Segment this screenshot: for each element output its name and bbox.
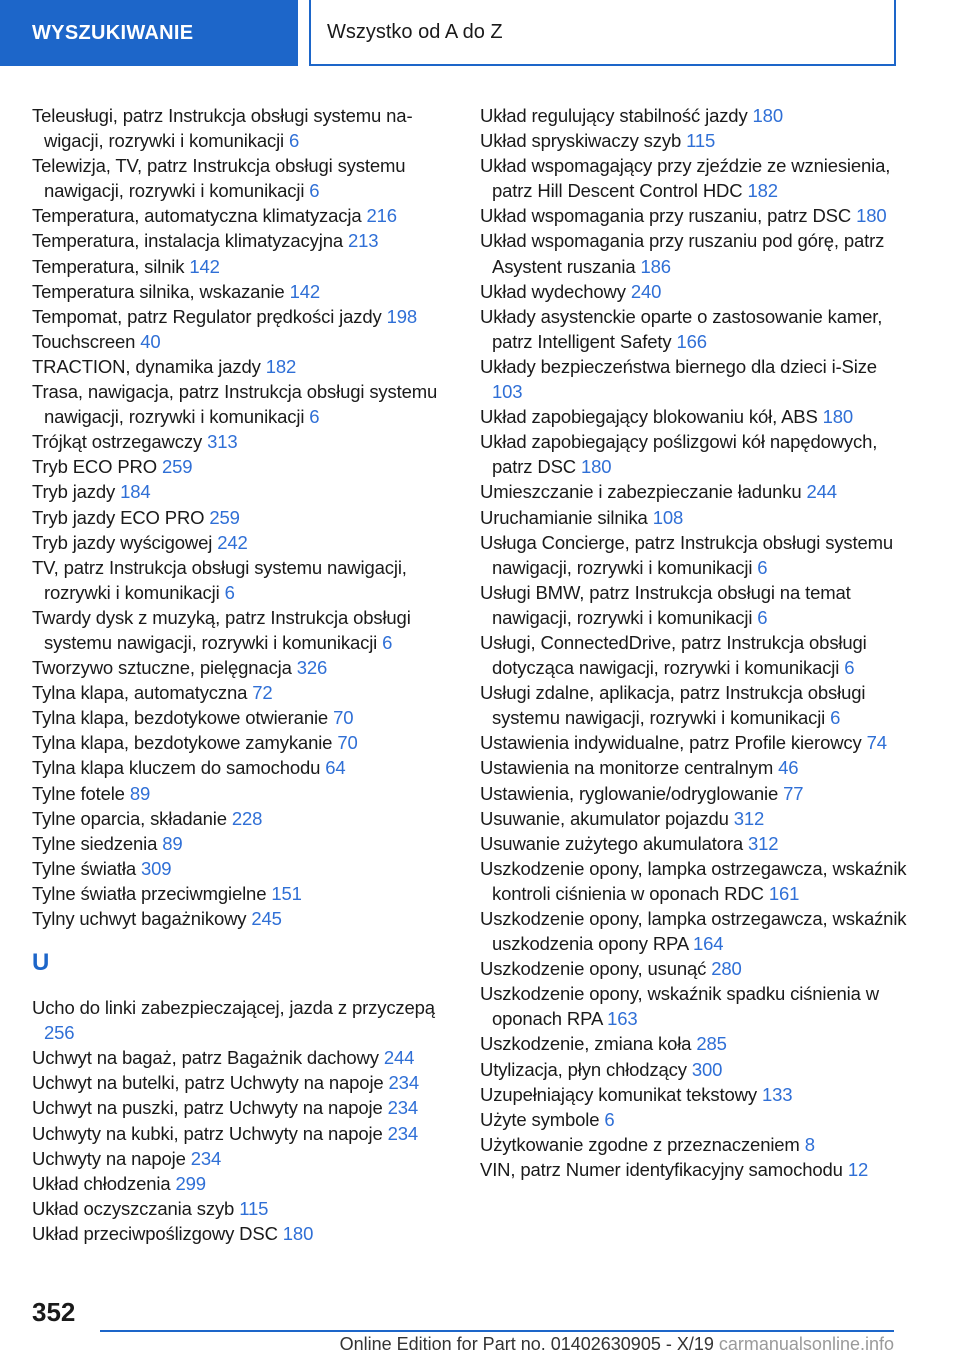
index-entry bbox=[32, 304, 457, 329]
entry-text: Uszkodzenie opony, lampka ostrzegawcza, wskaźnik uszkodzenia opony RPA bbox=[480, 908, 907, 955]
entry-text: Tylna klapa, bezdotykowe zamykanie bbox=[32, 732, 333, 754]
index-entry bbox=[480, 404, 910, 429]
entry-text: Teleusługi, patrz Instrukcja obsługi systemu nawigacji, rozrywki i komunikacji bbox=[32, 105, 413, 152]
page-link[interactable]: 163 bbox=[607, 1008, 638, 1030]
entry-text: Uszkodzenie opony, wskaźnik spadku ciśnienia w oponach RPA bbox=[480, 983, 879, 1030]
entry-text: Układ oczyszczania szyb bbox=[32, 1197, 235, 1219]
index-entry bbox=[480, 806, 910, 831]
page-link[interactable]: 108 bbox=[652, 506, 684, 528]
entry-text: VIN, patrz Numer identyfikacyjny samochodu bbox=[480, 1158, 843, 1180]
index-list-u-continued bbox=[480, 103, 910, 1182]
entry-text: Touchscreen bbox=[32, 330, 136, 352]
page-link[interactable]: 70 bbox=[333, 707, 354, 729]
entry-text: Uchwyty na napoje bbox=[32, 1147, 186, 1169]
index-entry bbox=[480, 1031, 910, 1056]
entry-text: Temperatura, silnik bbox=[32, 255, 185, 277]
entry-text: Temperatura, instalacja klimatyzacyjna bbox=[32, 230, 343, 252]
entry-text: Tryb jazdy wyścigowej bbox=[32, 531, 213, 553]
entry-text: Uchwyt na puszki, patrz Uchwyty na napoje bbox=[32, 1097, 383, 1119]
index-entry bbox=[32, 856, 457, 881]
entry-text: Usuwanie zużytego akumulatora bbox=[480, 832, 744, 854]
index-entry bbox=[32, 555, 457, 605]
index-entry bbox=[480, 203, 910, 228]
page-link[interactable]: 8 bbox=[804, 1133, 815, 1155]
page-link[interactable]: 256 bbox=[44, 1022, 75, 1044]
index-entry bbox=[480, 1082, 910, 1107]
page-link[interactable]: 6 bbox=[309, 406, 320, 428]
index-entry bbox=[32, 279, 457, 304]
index-entry bbox=[32, 1121, 457, 1146]
entry-text: Telewizja, TV, patrz Instrukcja obsługi systemu nawigacji, rozrywki i komunikacji bbox=[32, 155, 406, 202]
index-entry bbox=[480, 228, 910, 278]
index-entry bbox=[480, 906, 910, 956]
page-link[interactable]: 213 bbox=[348, 230, 379, 252]
index-entry bbox=[480, 781, 910, 806]
entry-text: Użytkowanie zgodne z przeznaczeniem bbox=[480, 1133, 800, 1155]
header-bar bbox=[0, 0, 960, 66]
entry-text: Uchwyty na kubki, patrz Uchwyty na napoje bbox=[32, 1122, 383, 1144]
page-link[interactable]: 234 bbox=[190, 1147, 222, 1169]
index-column-right bbox=[480, 103, 910, 1182]
entry-text: Ustawienia, ryglowanie/odryglowanie bbox=[480, 782, 779, 804]
page-link[interactable]: 299 bbox=[175, 1172, 206, 1194]
entry-text: Tylne światła bbox=[32, 857, 136, 879]
index-entry bbox=[32, 881, 457, 906]
tab-a-to-z[interactable]: Wszystko od A do Z bbox=[311, 0, 896, 66]
index-entry bbox=[32, 1146, 457, 1171]
index-entry bbox=[32, 1221, 457, 1246]
index-entry bbox=[32, 329, 457, 354]
page-link[interactable]: 115 bbox=[686, 130, 716, 152]
index-entry bbox=[32, 203, 457, 228]
entry-text: Usuwanie, akumulator pojazdu bbox=[480, 807, 729, 829]
footer-divider bbox=[100, 1330, 894, 1332]
page-link[interactable]: 244 bbox=[806, 481, 837, 503]
page-link[interactable]: 103 bbox=[492, 381, 523, 403]
page-link[interactable]: 89 bbox=[162, 832, 183, 854]
page-link[interactable]: 228 bbox=[231, 807, 263, 829]
entry-text: Utylizacja, płyn chłodzący bbox=[480, 1058, 687, 1080]
index-entry bbox=[32, 153, 457, 203]
index-entry bbox=[32, 103, 457, 153]
entry-text: Temperatura silnika, wskazanie bbox=[32, 280, 285, 302]
index-entry bbox=[32, 755, 457, 780]
page-link[interactable]: 46 bbox=[778, 757, 799, 779]
page-link[interactable]: 142 bbox=[289, 280, 320, 302]
page-link[interactable]: 234 bbox=[388, 1072, 419, 1094]
index-entry bbox=[32, 705, 457, 730]
page-link[interactable]: 312 bbox=[733, 807, 765, 829]
page-link[interactable]: 198 bbox=[386, 305, 418, 327]
entry-text: Ustawienia na monitorze centralnym bbox=[480, 757, 774, 779]
page-link[interactable]: 234 bbox=[387, 1097, 419, 1119]
entry-text: Tryb ECO PRO bbox=[32, 456, 157, 478]
page-link[interactable]: 180 bbox=[282, 1222, 314, 1244]
entry-text: Usługi, ConnectedDrive, patrz Instrukcja obsługi dotycząca nawigacji, rozrywki i komunikacji bbox=[480, 631, 867, 679]
page-link[interactable]: 244 bbox=[383, 1047, 415, 1069]
index-entry bbox=[32, 530, 457, 555]
index-entry bbox=[32, 1095, 457, 1120]
index-entry bbox=[32, 429, 457, 454]
page-link[interactable]: 142 bbox=[189, 255, 220, 277]
index-entry bbox=[480, 279, 910, 304]
entry-text: Tylna klapa, automatyczna bbox=[32, 682, 248, 704]
index-entry bbox=[32, 605, 457, 655]
section-letter: U bbox=[32, 949, 50, 977]
entry-text: Tryb jazdy ECO PRO bbox=[32, 506, 205, 528]
index-entry bbox=[32, 228, 457, 253]
page-link[interactable]: 259 bbox=[161, 456, 193, 478]
entry-text: Uchwyt na bagaż, patrz Bagażnik dachowy bbox=[32, 1047, 379, 1069]
page-link[interactable]: 164 bbox=[693, 933, 724, 955]
index-entry bbox=[32, 1171, 457, 1196]
entry-text: Ustawienia indywidualne, patrz Profile kierowcy bbox=[480, 732, 862, 754]
index-entry bbox=[480, 103, 910, 128]
page-link[interactable]: 186 bbox=[640, 255, 671, 277]
page-link[interactable]: 216 bbox=[366, 205, 397, 227]
entry-text: Układ zapobiegający poślizgowi kół napędowych, patrz DSC bbox=[480, 431, 878, 478]
entry-text: Tylne światła przeciwmgielne bbox=[32, 882, 267, 904]
index-entry bbox=[480, 1107, 910, 1132]
entry-text: Ucho do linki zabezpieczającej, jazda z przyczepą bbox=[32, 997, 435, 1019]
page-link[interactable]: 72 bbox=[252, 682, 273, 704]
page-link[interactable]: 326 bbox=[296, 657, 328, 679]
entry-text: Tylna klapa, bezdotykowe otwieranie bbox=[32, 707, 329, 729]
index-entry bbox=[32, 730, 457, 755]
index-entry bbox=[32, 995, 457, 1045]
index-entry bbox=[32, 505, 457, 530]
index-entry bbox=[480, 505, 910, 530]
index-entry bbox=[480, 831, 910, 856]
index-entry bbox=[480, 479, 910, 504]
entry-text: Tempomat, patrz Regulator prędkości jazdy bbox=[32, 305, 382, 327]
entry-text: Twardy dysk z muzyką, patrz Instrukcja obsługi systemu nawigacji, rozrywki i komunikacji bbox=[32, 606, 411, 653]
index-entry bbox=[480, 856, 910, 906]
page-link[interactable]: 133 bbox=[761, 1083, 793, 1105]
entry-text: Tylne siedzenia bbox=[32, 832, 158, 854]
index-entry bbox=[480, 429, 910, 479]
index-column-left bbox=[32, 103, 457, 1246]
entry-text: Uszkodzenie, zmiana koła bbox=[480, 1033, 692, 1055]
entry-text: Usługi zdalne, aplikacja, patrz Instrukcja obsługi systemu nawigacji, rozrywki i komunikacji bbox=[480, 682, 866, 729]
page-link[interactable]: 6 bbox=[224, 581, 235, 603]
entry-text: Uzupełniający komunikat tekstowy bbox=[480, 1083, 757, 1105]
entry-text: Temperatura, automatyczna klimatyzacja bbox=[32, 205, 362, 227]
page-link[interactable]: 6 bbox=[382, 631, 393, 653]
entry-text: Układy bezpieczeństwa biernego dla dzieci i-Size bbox=[480, 355, 877, 377]
page-link[interactable]: 180 bbox=[856, 205, 887, 227]
entry-text: Uszkodzenie opony, lampka ostrzegawcza, wskaźnik kontroli ciśnienia w oponach RDC bbox=[480, 857, 907, 904]
page-link[interactable]: 312 bbox=[748, 832, 779, 854]
page-link[interactable]: 89 bbox=[129, 782, 151, 804]
page-link[interactable]: 70 bbox=[337, 732, 358, 754]
entry-text: Umieszczanie i zabezpieczanie ładunku bbox=[480, 481, 802, 503]
tab-search[interactable]: WYSZUKIWANIE bbox=[0, 0, 298, 66]
entry-text: Tylny uchwyt bagażnikowy bbox=[32, 908, 247, 929]
entry-text: Uruchamianie silnika bbox=[480, 506, 648, 528]
page-link[interactable]: 6 bbox=[830, 707, 841, 729]
entry-text: Układ chłodzenia bbox=[32, 1172, 171, 1194]
index-entry bbox=[32, 454, 457, 479]
entry-text: Tylne oparcia, składanie bbox=[32, 807, 227, 829]
entry-text: Tylna klapa kluczem do samochodu bbox=[32, 757, 321, 779]
page-link[interactable]: 313 bbox=[207, 431, 238, 453]
index-entry bbox=[480, 153, 910, 203]
page-link[interactable]: 180 bbox=[752, 105, 783, 126]
index-list-t bbox=[32, 103, 457, 931]
page-link[interactable]: 115 bbox=[239, 1197, 269, 1219]
index-entry bbox=[480, 128, 910, 153]
page-link[interactable]: 6 bbox=[757, 606, 768, 628]
page-link[interactable]: 242 bbox=[217, 531, 248, 553]
page-link[interactable]: 64 bbox=[325, 757, 346, 779]
index-entry bbox=[32, 906, 457, 931]
index-entry bbox=[480, 680, 910, 730]
entry-text: Układ zapobiegający blokowaniu kół, ABS bbox=[480, 406, 818, 428]
page-link[interactable]: 180 bbox=[822, 406, 854, 428]
index-entry bbox=[32, 831, 457, 856]
footer-edition bbox=[100, 1334, 894, 1355]
page-number: 352 bbox=[32, 1297, 76, 1327]
index-entry bbox=[480, 981, 910, 1031]
index-entry bbox=[32, 1196, 457, 1221]
page-link[interactable]: 77 bbox=[783, 782, 804, 804]
entry-text: Uszkodzenie opony, usunąć bbox=[480, 958, 707, 980]
edition-text: Online Edition for Part no. 01402630905 - X/19 bbox=[339, 1334, 714, 1354]
entry-text: TRACTION, dynamika jazdy bbox=[32, 355, 261, 377]
page-link[interactable]: 182 bbox=[265, 355, 297, 377]
entry-text: Układ spryskiwaczy szyb bbox=[480, 130, 682, 152]
index-entry bbox=[480, 1057, 910, 1082]
page-link[interactable]: 285 bbox=[696, 1033, 727, 1055]
page-link[interactable]: 6 bbox=[844, 657, 855, 679]
index-entry bbox=[480, 530, 910, 580]
entry-text: Uchwyt na butelki, patrz Uchwyty na napoje bbox=[32, 1072, 384, 1094]
page-link[interactable]: 74 bbox=[866, 732, 887, 754]
entry-text: Układ regulujący stabilność jazdy bbox=[480, 105, 748, 126]
entry-text: Tylne fotele bbox=[32, 782, 125, 804]
watermark-text: carmanualsonline.info bbox=[718, 1334, 894, 1354]
page-link[interactable]: 300 bbox=[691, 1058, 723, 1080]
page-link[interactable]: 182 bbox=[747, 180, 778, 202]
page-link[interactable]: 240 bbox=[630, 280, 662, 302]
page-link[interactable]: 245 bbox=[251, 908, 282, 929]
page-link[interactable]: 12 bbox=[847, 1158, 869, 1180]
index-entry bbox=[32, 254, 457, 279]
page-link[interactable]: 161 bbox=[768, 882, 800, 904]
page-link[interactable]: 166 bbox=[676, 330, 707, 352]
index-entry bbox=[32, 1045, 457, 1070]
page-link[interactable]: 184 bbox=[120, 481, 151, 503]
index-entry bbox=[32, 680, 457, 705]
index-entry bbox=[32, 379, 457, 429]
index-entry bbox=[480, 755, 910, 780]
entry-text: Układ wspomagania przy ruszaniu, patrz DSC bbox=[480, 205, 852, 227]
entry-text: Tworzywo sztuczne, pielęgnacja bbox=[32, 657, 292, 679]
page-link[interactable]: 309 bbox=[140, 857, 172, 879]
page-link[interactable]: 6 bbox=[604, 1108, 615, 1130]
entry-text: Tryb jazdy bbox=[32, 481, 116, 503]
index-entry bbox=[480, 1132, 910, 1157]
index-entry bbox=[480, 730, 910, 755]
index-entry bbox=[480, 580, 910, 630]
entry-text: Układ wspomagający przy zjeździe ze wzniesienia, patrz Hill Descent Control HDC bbox=[480, 155, 891, 202]
page-link[interactable]: 259 bbox=[209, 506, 240, 528]
page-link[interactable]: 234 bbox=[387, 1122, 419, 1144]
index-entry bbox=[32, 1070, 457, 1095]
entry-text: Usługi BMW, patrz Instrukcja obsługi na temat nawigacji, rozrywki i komunikacji bbox=[480, 581, 851, 628]
index-entry bbox=[32, 806, 457, 831]
entry-text: Układy asystenckie oparte o zastosowanie kamer, patrz Intelligent Safety bbox=[480, 305, 883, 352]
index-entry bbox=[480, 630, 910, 680]
page-link[interactable]: 280 bbox=[711, 958, 742, 980]
entry-text: Układ wydechowy bbox=[480, 280, 626, 302]
page-link[interactable]: 6 bbox=[309, 180, 320, 202]
index-entry bbox=[480, 1157, 910, 1182]
entry-text: TV, patrz Instrukcja obsługi systemu nawigacji, rozrywki i komunikacji bbox=[32, 556, 407, 603]
index-entry bbox=[32, 655, 457, 680]
index-entry bbox=[32, 781, 457, 806]
entry-text: Usługa Concierge, patrz Instrukcja obsługi systemu nawigacji, rozrywki i komunikacji bbox=[480, 531, 894, 578]
page-link[interactable]: 151 bbox=[271, 882, 302, 904]
page-link[interactable]: 6 bbox=[757, 556, 768, 578]
page-link[interactable]: 6 bbox=[289, 130, 300, 152]
entry-text: Użyte symbole bbox=[480, 1108, 600, 1130]
index-entry bbox=[32, 354, 457, 379]
page-link[interactable]: 180 bbox=[580, 456, 612, 478]
index-list-u bbox=[32, 995, 457, 1246]
page-link[interactable]: 40 bbox=[140, 330, 161, 352]
index-entry bbox=[480, 304, 910, 354]
index-entry bbox=[480, 354, 910, 404]
entry-text: Układ wspomagania przy ruszaniu pod górę, patrz Asystent ruszania bbox=[480, 230, 885, 277]
entry-text: Trasa, nawigacja, patrz Instrukcja obsługi systemu nawigacji, rozrywki i komunikacji bbox=[32, 381, 438, 428]
entry-text: Układ przeciwpoślizgowy DSC bbox=[32, 1222, 278, 1244]
entry-text: Trójkąt ostrzegawczy bbox=[32, 431, 203, 453]
index-entry bbox=[32, 479, 457, 504]
index-entry bbox=[480, 956, 910, 981]
